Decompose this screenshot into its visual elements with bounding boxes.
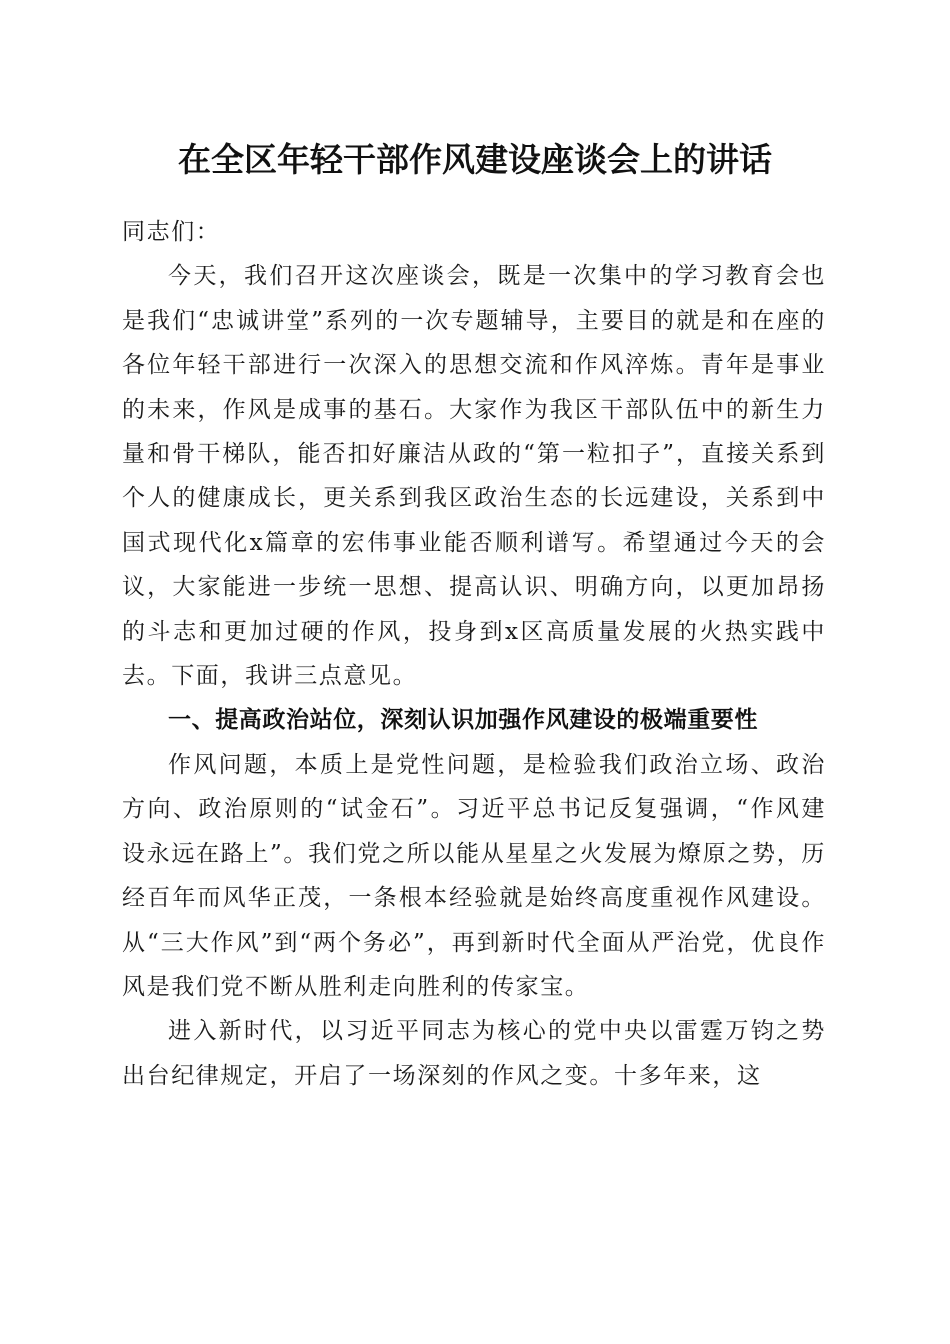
section1-paragraph-1: 作风问题，本质上是党性问题，是检验我们政治立场、政治方向、政治原则的“试金石”。习近平总书记反复强调，“作风建设永远在路上”。我们党之所以能从星星之火发展为燎原之势，历经百年而风华正茂，一条根本经验就是始终高度重视作风建设。从“三大作风”到“两个务必”，再到新时代全面从严治党，优良作风是我们党不断从胜利走向胜利的传家宝。 [122,751,826,1000]
document-body [122,210,826,1098]
document-title: 在全区年轻干部作风建设座谈会上的讲话 [178,140,772,179]
salutation: 同志们： [122,219,221,245]
intro-paragraph: 今天，我们召开这次座谈会，既是一次集中的学习教育会也是我们“忠诚讲堂”系列的一次专题辅导，主要目的就是和在座的各位年轻干部进行一次深入的思想交流和作风淬炼。青年是事业的未来，作风是成事的基石。大家作为我区干部队伍中的新生力量和骨干梯队，能否扣好廉洁从政的“第一粒扣子”，直接关系到个人的健康成长，更关系到我区政治生态的长远建设，关系到中国式现代化x篇章的宏伟事业能否顺利谱写。希望通过今天的会议，大家能进一步统一思想、提高认识、明确方向，以更加昂扬的斗志和更加过硬的作风，投身到x区高质量发展的火热实践中去。下面，我讲三点意见。 [122,263,826,690]
section-heading-1: 一、提高政治站位，深刻认识加强作风建设的极端重要性 [168,707,758,734]
section1-paragraph-2: 进入新时代，以习近平同志为核心的党中央以雷霆万钧之势出台纪律规定，开启了一场深刻的作风之变。十多年来，这 [122,1018,826,1089]
